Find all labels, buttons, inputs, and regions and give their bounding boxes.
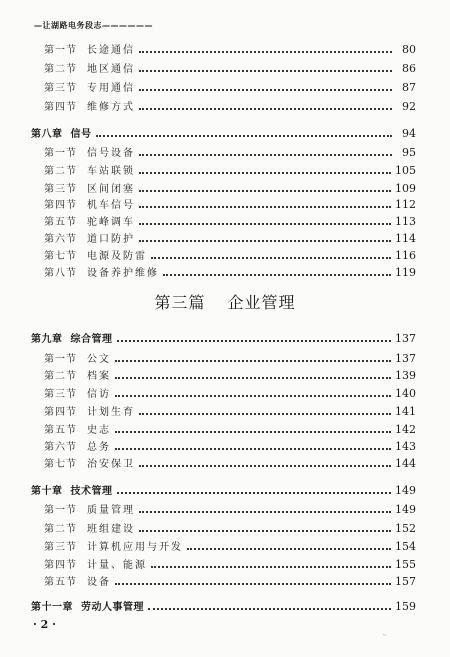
- running-header: —让湖路电务段志——————: [34, 21, 153, 30]
- toc-title: 档案: [87, 371, 111, 382]
- part-heading: [0, 290, 450, 313]
- toc-page-number: 114: [395, 232, 416, 245]
- toc-label: 第五节: [44, 217, 77, 228]
- dot-leader: [139, 172, 391, 174]
- toc-page-number: 141: [395, 405, 416, 418]
- toc-page-number: 142: [395, 423, 416, 436]
- toc-section-row: [44, 161, 416, 177]
- toc-title: 治安保卫: [87, 459, 135, 470]
- toc-label: 第六节: [44, 234, 77, 245]
- part-title: 企业管理: [227, 293, 296, 312]
- toc-label: 第一节: [44, 354, 77, 365]
- toc-label: 第一节: [44, 148, 77, 159]
- dot-leader: [163, 274, 391, 276]
- dot-leader: [139, 413, 391, 415]
- dot-leader: [139, 108, 392, 110]
- dot-leader: [115, 583, 391, 585]
- toc-page-number: 154: [395, 540, 416, 553]
- toc-label: 第二节: [44, 371, 77, 382]
- toc-title: 质量管理: [87, 505, 135, 516]
- dot-leader: [117, 340, 392, 342]
- toc-page-number: 92: [402, 100, 416, 113]
- toc-section-row: [44, 420, 416, 436]
- toc-title: 设备养护维修: [87, 268, 159, 279]
- dot-leader: [115, 360, 391, 362]
- page-number: · 2 ·: [33, 618, 56, 631]
- toc-title: 总务: [87, 442, 111, 453]
- dot-leader: [96, 135, 393, 137]
- toc-title: 信访: [87, 389, 111, 400]
- toc-title: 维修方式: [87, 102, 135, 113]
- toc-section-row: [44, 500, 416, 516]
- toc-title: 计划生育: [87, 407, 135, 418]
- toc-title: 道口防护: [87, 234, 135, 245]
- toc-title: 技术管理: [70, 486, 113, 497]
- toc-label: 第七节: [44, 459, 77, 470]
- toc-section-row: [44, 40, 416, 56]
- toc-page-number: 116: [395, 249, 416, 262]
- toc-chapter-row: [31, 124, 416, 140]
- toc-title: 信号设备: [87, 148, 135, 159]
- toc-section-row: [44, 402, 416, 418]
- toc-page-number: 80: [402, 43, 416, 56]
- dot-leader: [139, 223, 391, 225]
- dot-leader: [139, 190, 391, 192]
- toc-section-row: [44, 212, 416, 228]
- toc-chapter-row: [31, 597, 416, 613]
- dot-leader: [151, 566, 391, 568]
- toc-section-row: [44, 263, 416, 279]
- toc-page-number: 143: [395, 440, 416, 453]
- toc-title: 计算机应用与开发: [87, 542, 183, 553]
- toc-page-number: 137: [395, 352, 416, 365]
- toc-label: 第三节: [44, 389, 77, 400]
- toc-page-number: 137: [395, 332, 416, 345]
- dot-leader: [139, 70, 392, 72]
- toc-section-row: [44, 78, 416, 94]
- dot-leader: [187, 548, 391, 550]
- toc-label: 第六节: [44, 442, 77, 453]
- dot-leader: [148, 608, 391, 610]
- toc-label: 第四节: [44, 560, 77, 571]
- toc-title: 车站联锁: [87, 166, 135, 177]
- toc-section-row: [44, 366, 416, 382]
- toc-page-number: 140: [395, 387, 416, 400]
- toc-label: 第八节: [44, 268, 77, 279]
- dot-leader: [139, 51, 392, 53]
- toc-page-number: 144: [395, 457, 416, 470]
- toc-page-number: 119: [395, 266, 416, 279]
- toc-label: 第一节: [44, 45, 77, 56]
- toc-title: 长途通信: [87, 45, 135, 56]
- toc-title: 公文: [87, 354, 111, 365]
- dot-leader: [139, 465, 391, 467]
- toc-label: 第五节: [44, 425, 77, 436]
- toc-label: 第四节: [44, 407, 77, 418]
- toc-page-number: 149: [395, 484, 416, 497]
- toc-title: 计量、能源: [87, 560, 147, 571]
- dot-leader: [139, 89, 392, 91]
- dot-leader: [139, 511, 391, 513]
- toc-page-number: 157: [395, 575, 416, 588]
- toc-page-number: 155: [395, 558, 416, 571]
- print-mark: ᵕ: [383, 631, 387, 640]
- toc-section-row: [44, 384, 416, 400]
- toc-label: 第十一章: [31, 602, 73, 613]
- toc-section-row: [44, 195, 416, 211]
- toc-label: 第一节: [44, 505, 77, 516]
- dot-leader: [151, 257, 391, 259]
- toc-page-number: 152: [395, 522, 416, 535]
- toc-section-row: [44, 349, 416, 365]
- toc-section-row: [44, 555, 416, 571]
- toc-title: 劳动人事管理: [81, 602, 144, 613]
- toc-label: 第二节: [44, 166, 77, 177]
- toc-label: 第二节: [44, 524, 77, 535]
- toc-page-number: 94: [402, 127, 416, 140]
- toc-section-row: [44, 519, 416, 535]
- toc-page-number: 149: [395, 503, 416, 516]
- part-label: 第三篇: [154, 293, 206, 312]
- toc-section-row: [44, 59, 416, 75]
- dot-leader: [117, 492, 392, 494]
- toc-page-number: 113: [395, 215, 416, 228]
- toc-page-number: 159: [395, 600, 416, 613]
- toc-label: 第三节: [44, 542, 77, 553]
- toc-section-row: [44, 229, 416, 245]
- toc-label: 第三节: [44, 184, 77, 195]
- toc-section-row: [44, 143, 416, 159]
- dot-leader: [139, 206, 391, 208]
- toc-title: 机车信号: [87, 200, 135, 211]
- toc-label: 第四节: [44, 102, 77, 113]
- toc-chapter-row: [31, 329, 416, 345]
- dot-leader: [139, 530, 391, 532]
- toc-title: 班组建设: [87, 524, 135, 535]
- toc-section-row: [44, 437, 416, 453]
- toc-page-number: 112: [395, 198, 416, 211]
- toc-page-number: 139: [395, 369, 416, 382]
- toc-title: 设备: [87, 577, 111, 588]
- toc-label: 第八章: [31, 129, 63, 140]
- toc-label: 第七节: [44, 251, 77, 262]
- toc-title: 区间闭塞: [87, 184, 135, 195]
- dot-leader: [139, 240, 391, 242]
- toc-page-number: 86: [402, 62, 416, 75]
- toc-label: 第二节: [44, 64, 77, 75]
- toc-page-number: 87: [402, 81, 416, 94]
- toc-title: 综合管理: [70, 334, 113, 345]
- toc-page-number: 95: [402, 146, 416, 159]
- toc-section-row: [44, 246, 416, 262]
- toc-label: 第九章: [31, 334, 63, 345]
- toc-title: 信号: [70, 129, 92, 140]
- toc-section-row: [44, 537, 416, 553]
- toc-label: 第五节: [44, 577, 77, 588]
- toc-title: 专用通信: [87, 83, 135, 94]
- toc-section-row: [44, 454, 416, 470]
- toc-title: 史志: [87, 425, 111, 436]
- toc-title: 地区通信: [87, 64, 135, 75]
- dot-leader: [139, 154, 392, 156]
- toc-label: 第十章: [31, 486, 63, 497]
- toc-chapter-row: [31, 481, 416, 497]
- toc-section-row: [44, 572, 416, 588]
- toc-section-row: [44, 179, 416, 195]
- toc-section-row: [44, 97, 416, 113]
- toc-title: 电源及防雷: [87, 251, 147, 262]
- toc-page-number: 105: [395, 164, 416, 177]
- toc-page-number: 109: [395, 182, 416, 195]
- dot-leader: [115, 431, 391, 433]
- toc-label: 第三节: [44, 83, 77, 94]
- dot-leader: [115, 377, 391, 379]
- dot-leader: [115, 448, 391, 450]
- toc-label: 第四节: [44, 200, 77, 211]
- toc-title: 驼峰调车: [87, 217, 135, 228]
- dot-leader: [115, 395, 391, 397]
